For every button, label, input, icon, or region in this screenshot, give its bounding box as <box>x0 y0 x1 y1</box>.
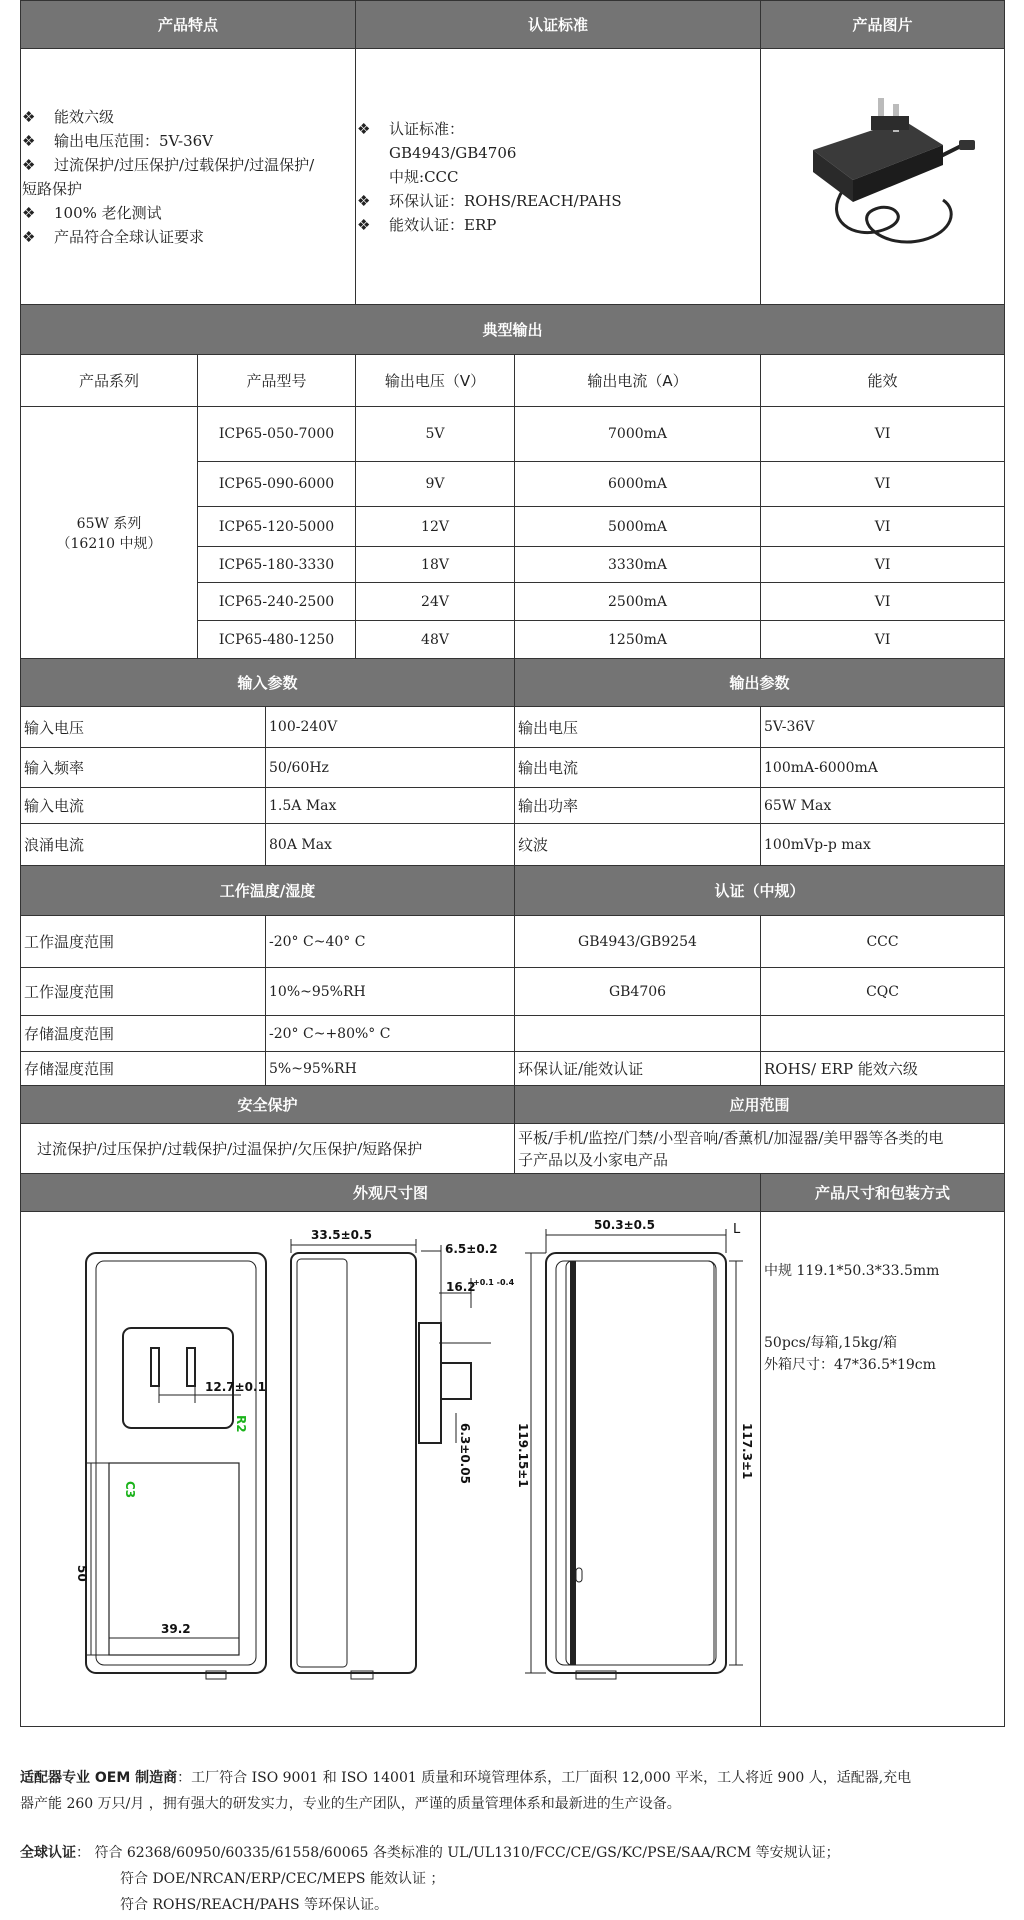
output-table-header-row <box>21 355 1005 407</box>
dim-pin-spacing: 12.7±0.1 <box>205 1379 266 1394</box>
param-value: 50/60Hz <box>266 748 515 788</box>
global-cert-label: 全球认证 <box>20 1845 76 1861</box>
application-text: 平板/手机/监控/门禁/小型音响/香薰机/加湿器/美甲器等各类的电 子产品以及小家电产品 <box>515 1124 1005 1174</box>
product-image-cell <box>761 49 1005 305</box>
voltage-cell: 9V <box>356 462 515 507</box>
feature-item: ❖ 产品符合全球认证要求 <box>22 227 205 246</box>
cert-standard: GB4943/GB9254 <box>515 916 761 968</box>
dims-table <box>20 1173 1005 1727</box>
feature-item: 短路保护 <box>22 179 83 198</box>
table-row <box>21 824 1005 866</box>
dim-chamfer: C3 <box>123 1480 137 1498</box>
cert-cn-header: 认证（中规） <box>515 866 1005 916</box>
input-params-header: 输入参数 <box>21 659 515 707</box>
features-cell <box>21 49 356 305</box>
param-label: 输入电流 <box>21 788 266 824</box>
param-label: 浪涌电流 <box>21 824 266 866</box>
current-cell: 3330mA <box>515 547 761 583</box>
env-label: 存储湿度范围 <box>21 1052 266 1086</box>
env-label: 存储温度范围 <box>21 1016 266 1052</box>
oem-section <box>20 1765 1010 1817</box>
features-list <box>22 105 352 249</box>
env-value: 5%~95%RH <box>266 1052 515 1086</box>
spec-table <box>20 0 1005 659</box>
param-label: 输入电压 <box>21 707 266 748</box>
voltage-cell: 5V <box>356 407 515 462</box>
table-row <box>21 407 1005 462</box>
dim-pin-thickness: 6.3±0.05 <box>458 1422 472 1484</box>
col-voltage: 输出电压（V） <box>356 355 515 407</box>
dims-header: 外观尺寸图 <box>21 1174 761 1212</box>
param-label: 输出功率 <box>515 788 761 824</box>
corner-mark: L <box>733 1221 741 1237</box>
table-row <box>21 788 1005 824</box>
dimension-drawing <box>21 1213 759 1726</box>
cert-item: ❖ 能效认证：ERP <box>357 215 497 234</box>
param-value: 100mVp-p max <box>761 824 1005 866</box>
global-cert-text-2: 符合 DOE/NRCAN/ERP/CEC/MEPS 能效认证 ； <box>120 1871 445 1887</box>
model-cell: ICP65-240-2500 <box>198 583 356 621</box>
oem-text-1: ：工厂符合 ISO 9001 和 ISO 14001 质量和环境管理体系，工厂面积 12,000 平米，工人将近 900 人，适配器,充电 <box>177 1770 912 1786</box>
efficiency-cell: VI <box>761 507 1005 547</box>
dim-width-side: 33.5±0.5 <box>311 1227 372 1242</box>
dim-radius: R2 <box>234 1414 248 1433</box>
cert-cell <box>356 49 761 305</box>
param-value: 5V-36V <box>761 707 1005 748</box>
cert-header: 认证标准 <box>356 1 761 49</box>
env-value: -20° C~40° C <box>266 916 515 968</box>
table-row <box>21 1052 1005 1086</box>
feature-item: ❖ 100% 老化测试 <box>22 203 162 222</box>
current-cell: 5000mA <box>515 507 761 547</box>
param-value: 1.5A Max <box>266 788 515 824</box>
current-cell: 7000mA <box>515 407 761 462</box>
feature-item: ❖ 过流保护/过压保护/过载保护/过温保护/ <box>22 155 315 174</box>
col-model: 产品型号 <box>198 355 356 407</box>
cert-item: 中规:CCC <box>389 167 459 186</box>
efficiency-cell: VI <box>761 583 1005 621</box>
param-value: 80A Max <box>266 824 515 866</box>
dim-pin-length: 16.2 <box>446 1279 476 1294</box>
cert-item: GB4943/GB4706 <box>389 143 517 162</box>
env-value: 10%~95%RH <box>266 968 515 1016</box>
features-header: 产品特点 <box>21 1 356 49</box>
protection-text: 过流保护/过压保护/过载保护/过温保护/欠压保护/短路保护 <box>21 1124 515 1174</box>
efficiency-cell: VI <box>761 407 1005 462</box>
voltage-cell: 48V <box>356 621 515 659</box>
param-value: 65W Max <box>761 788 1005 824</box>
current-cell: 2500mA <box>515 583 761 621</box>
param-value: 100mA-6000mA <box>761 748 1005 788</box>
carton-size: 外箱尺寸：47*36.5*19cm <box>764 1357 936 1373</box>
dim-width-front: 50.3±0.5 <box>594 1217 655 1232</box>
global-cert-section <box>20 1840 1010 1918</box>
param-label: 输出电流 <box>515 748 761 788</box>
feature-item: ❖ 输出电压范围：5V-36V <box>22 131 213 150</box>
efficiency-cell: VI <box>761 547 1005 583</box>
dim-label-width: 39.2 <box>161 1621 191 1636</box>
global-cert-text-1: ： 符合 62368/60950/60335/61558/60065 各类标准的 UL/UL1310/FCC/CE/GS/KC/PSE/SAA/RCM 等安规认证； <box>76 1845 840 1861</box>
spec-sheet <box>20 0 1004 1727</box>
env-label: 工作温度范围 <box>21 916 266 968</box>
cert-standard <box>515 1016 761 1052</box>
voltage-cell: 12V <box>356 507 515 547</box>
col-series: 产品系列 <box>21 355 198 407</box>
env-value: -20° C~+80%° C <box>266 1016 515 1052</box>
param-label: 纹波 <box>515 824 761 866</box>
dim-pin-tolerance: +0.1 -0.4 <box>473 1277 515 1287</box>
model-cell: ICP65-090-6000 <box>198 462 356 507</box>
current-cell: 1250mA <box>515 621 761 659</box>
cert-standard: GB4706 <box>515 968 761 1016</box>
feature-item: ❖ 能效六级 <box>22 107 115 126</box>
image-header: 产品图片 <box>761 1 1005 49</box>
oem-label: 适配器专业 OEM 制造商 <box>20 1770 178 1786</box>
package-header: 产品尺寸和包装方式 <box>761 1174 1005 1212</box>
cert-mark <box>761 1016 1005 1052</box>
table-row <box>21 707 1005 748</box>
params-table <box>20 658 1005 1174</box>
cert-item: ❖ 环保认证：ROHS/REACH/PAHS <box>357 191 622 210</box>
dim-height-2: 117.3±1 <box>740 1422 754 1479</box>
dim-height-1: 119.15±1 <box>516 1422 530 1488</box>
param-value: 100-240V <box>266 707 515 748</box>
application-header: 应用范围 <box>515 1086 1005 1124</box>
current-cell: 6000mA <box>515 462 761 507</box>
cert-mark: CCC <box>761 916 1005 968</box>
param-label: 输出电压 <box>515 707 761 748</box>
cert-list <box>357 117 757 237</box>
col-current: 输出电流（A） <box>515 355 761 407</box>
safety-header: 安全保护 <box>21 1086 515 1124</box>
table-row <box>21 748 1005 788</box>
voltage-cell: 18V <box>356 547 515 583</box>
model-cell: ICP65-050-7000 <box>198 407 356 462</box>
model-cell: ICP65-180-3330 <box>198 547 356 583</box>
global-cert-text-3: 符合 ROHS/REACH/PAHS 等环保认证。 <box>120 1897 388 1913</box>
model-cell: ICP65-120-5000 <box>198 507 356 547</box>
table-row <box>21 916 1005 968</box>
output-params-header: 输出参数 <box>515 659 1005 707</box>
cert-item: ❖ 认证标准： <box>357 119 465 138</box>
package-info-cell <box>761 1212 1005 1727</box>
dims-drawing-cell <box>21 1212 761 1727</box>
model-cell: ICP65-480-1250 <box>198 621 356 659</box>
cert-standard: 环保认证/能效认证 <box>515 1052 761 1086</box>
table-row <box>21 1016 1005 1052</box>
table-row <box>21 968 1005 1016</box>
voltage-cell: 24V <box>356 583 515 621</box>
efficiency-cell: VI <box>761 621 1005 659</box>
typical-output-header: 典型输出 <box>21 305 1005 355</box>
cert-mark: CQC <box>761 968 1005 1016</box>
env-header: 工作温度/湿度 <box>21 866 515 916</box>
param-label: 输入频率 <box>21 748 266 788</box>
col-efficiency: 能效 <box>761 355 1005 407</box>
dim-label-height: 50 <box>75 1564 89 1582</box>
packing-qty: 50pcs/每箱,15kg/箱 <box>764 1335 897 1351</box>
series-cell: 65W 系列 （16210 中规） <box>21 407 198 659</box>
dim-pin-depth: 6.5±0.2 <box>445 1241 498 1256</box>
adapter-photo <box>783 90 983 260</box>
env-label: 工作湿度范围 <box>21 968 266 1016</box>
efficiency-cell: VI <box>761 462 1005 507</box>
cert-mark: ROHS/ ERP 能效六级 <box>761 1052 1005 1086</box>
product-size: 中规 119.1*50.3*33.5mm <box>764 1263 940 1279</box>
table-row <box>21 1124 1005 1174</box>
oem-text-2: 器产能 260 万只/月 ，拥有强大的研发实力，专业的生产团队，严谨的质量管理体系和最新进的生产设备。 <box>20 1796 681 1812</box>
